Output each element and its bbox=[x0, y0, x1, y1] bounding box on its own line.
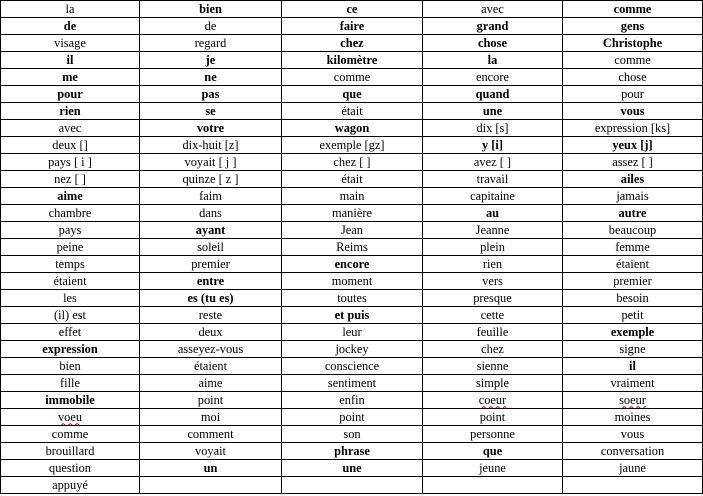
word-cell bbox=[282, 477, 423, 494]
word-cell: point bbox=[423, 409, 563, 426]
word-cell: fille bbox=[1, 375, 140, 392]
word-cell: un bbox=[140, 460, 282, 477]
word-cell: question bbox=[1, 460, 140, 477]
word-cell: feuille bbox=[423, 324, 563, 341]
word-cell: ne bbox=[140, 69, 282, 86]
word-cell: encore bbox=[423, 69, 563, 86]
word-cell: appuyé bbox=[1, 477, 140, 494]
word-cell: pays bbox=[1, 222, 140, 239]
word-cell: rien bbox=[423, 256, 563, 273]
word-cell: voyait [ j ] bbox=[140, 154, 282, 171]
word-cell: toutes bbox=[282, 290, 423, 307]
table-row bbox=[1, 409, 703, 426]
word-cell: pas bbox=[140, 86, 282, 103]
word-cell: plein bbox=[423, 239, 563, 256]
word-cell: étaient bbox=[1, 273, 140, 290]
word-cell: effet bbox=[1, 324, 140, 341]
word-cell: bien bbox=[140, 1, 282, 18]
word-cell: expression [ks] bbox=[563, 120, 703, 137]
word-cell: main bbox=[282, 188, 423, 205]
word-cell: je bbox=[140, 52, 282, 69]
word-cell: travail bbox=[423, 171, 563, 188]
word-cell: avec bbox=[423, 1, 563, 18]
word-cell: phrase bbox=[282, 443, 423, 460]
table-row bbox=[1, 137, 703, 154]
word-cell: encore bbox=[282, 256, 423, 273]
word-cell: expression bbox=[1, 341, 140, 358]
word-cell: gens bbox=[563, 18, 703, 35]
word-cell: conversation bbox=[563, 443, 703, 460]
word-cell: aime bbox=[140, 375, 282, 392]
word-cell: moment bbox=[282, 273, 423, 290]
word-cell: point bbox=[282, 409, 423, 426]
word-cell: étaient bbox=[563, 256, 703, 273]
word-cell: dix-huit [z] bbox=[140, 137, 282, 154]
word-cell: que bbox=[282, 86, 423, 103]
word-cell: voeu bbox=[1, 409, 140, 426]
word-cell: avec bbox=[1, 120, 140, 137]
word-cell: bien bbox=[1, 358, 140, 375]
table-row bbox=[1, 239, 703, 256]
table-row bbox=[1, 35, 703, 52]
word-cell: exemple bbox=[563, 324, 703, 341]
word-cell: assez [ ] bbox=[563, 154, 703, 171]
word-cell: enfin bbox=[282, 392, 423, 409]
word-cell: besoin bbox=[563, 290, 703, 307]
word-cell: les bbox=[1, 290, 140, 307]
word-cell: vraiment bbox=[563, 375, 703, 392]
word-cell: comme bbox=[1, 426, 140, 443]
word-cell: étaient bbox=[140, 358, 282, 375]
word-cell: es (tu es) bbox=[140, 290, 282, 307]
table-row bbox=[1, 290, 703, 307]
word-cell: et puis bbox=[282, 307, 423, 324]
word-cell: yeux [j] bbox=[563, 137, 703, 154]
word-cell: (il) est bbox=[1, 307, 140, 324]
word-cell: voyait bbox=[140, 443, 282, 460]
word-cell: faim bbox=[140, 188, 282, 205]
table-row bbox=[1, 426, 703, 443]
word-cell: brouillard bbox=[1, 443, 140, 460]
word-cell: au bbox=[423, 205, 563, 222]
table-row bbox=[1, 341, 703, 358]
word-cell: chez [ ] bbox=[282, 154, 423, 171]
table-row bbox=[1, 477, 703, 494]
word-cell: une bbox=[423, 103, 563, 120]
word-cell: vous bbox=[563, 103, 703, 120]
word-cell: il bbox=[1, 52, 140, 69]
word-cell: wagon bbox=[282, 120, 423, 137]
word-cell: il bbox=[563, 358, 703, 375]
word-cell: Christophe bbox=[563, 35, 703, 52]
word-cell: beaucoup bbox=[563, 222, 703, 239]
word-cell: jaune bbox=[563, 460, 703, 477]
word-cell: kilomètre bbox=[282, 52, 423, 69]
table-row bbox=[1, 307, 703, 324]
word-cell: premier bbox=[563, 273, 703, 290]
word-cell: quand bbox=[423, 86, 563, 103]
word-cell: la bbox=[1, 1, 140, 18]
word-cell bbox=[423, 477, 563, 494]
word-cell: de bbox=[140, 18, 282, 35]
word-cell: comment bbox=[140, 426, 282, 443]
table-row bbox=[1, 171, 703, 188]
word-cell: temps bbox=[1, 256, 140, 273]
word-cell: aime bbox=[1, 188, 140, 205]
word-cell: avez [ ] bbox=[423, 154, 563, 171]
word-cell: comme bbox=[563, 1, 703, 18]
table-row bbox=[1, 273, 703, 290]
word-cell: vous bbox=[563, 426, 703, 443]
table-row bbox=[1, 256, 703, 273]
word-cell: pour bbox=[563, 86, 703, 103]
word-cell: peine bbox=[1, 239, 140, 256]
word-cell: simple bbox=[423, 375, 563, 392]
word-cell: nez [ ] bbox=[1, 171, 140, 188]
word-cell: ayant bbox=[140, 222, 282, 239]
word-cell: dans bbox=[140, 205, 282, 222]
word-cell: capitaine bbox=[423, 188, 563, 205]
word-cell: Jeanne bbox=[423, 222, 563, 239]
word-cell: faire bbox=[282, 18, 423, 35]
table-row bbox=[1, 188, 703, 205]
word-cell: exemple [gz] bbox=[282, 137, 423, 154]
word-cell: était bbox=[282, 171, 423, 188]
word-cell: immobile bbox=[1, 392, 140, 409]
word-cell: une bbox=[282, 460, 423, 477]
word-cell: moines bbox=[563, 409, 703, 426]
table-row bbox=[1, 52, 703, 69]
word-cell: coeur bbox=[423, 392, 563, 409]
word-cell: Jean bbox=[282, 222, 423, 239]
table-row bbox=[1, 86, 703, 103]
word-cell: chose bbox=[563, 69, 703, 86]
word-cell: petit bbox=[563, 307, 703, 324]
word-cell: chez bbox=[423, 341, 563, 358]
word-cell: chez bbox=[282, 35, 423, 52]
table-row bbox=[1, 103, 703, 120]
word-cell: grand bbox=[423, 18, 563, 35]
word-cell: rien bbox=[1, 103, 140, 120]
word-cell: sentiment bbox=[282, 375, 423, 392]
word-cell: ailes bbox=[563, 171, 703, 188]
word-cell: votre bbox=[140, 120, 282, 137]
word-cell: jockey bbox=[282, 341, 423, 358]
table-row bbox=[1, 205, 703, 222]
word-cell: soeur bbox=[563, 392, 703, 409]
word-cell: deux bbox=[140, 324, 282, 341]
word-cell: y [i] bbox=[423, 137, 563, 154]
table-row bbox=[1, 18, 703, 35]
word-cell: signe bbox=[563, 341, 703, 358]
word-cell: que bbox=[423, 443, 563, 460]
table-row bbox=[1, 460, 703, 477]
table-row bbox=[1, 375, 703, 392]
table-row bbox=[1, 69, 703, 86]
word-cell: femme bbox=[563, 239, 703, 256]
word-cell: presque bbox=[423, 290, 563, 307]
word-cell: point bbox=[140, 392, 282, 409]
word-cell: deux [] bbox=[1, 137, 140, 154]
word-cell: reste bbox=[140, 307, 282, 324]
word-cell: entre bbox=[140, 273, 282, 290]
word-cell: autre bbox=[563, 205, 703, 222]
word-cell: était bbox=[282, 103, 423, 120]
word-cell: chose bbox=[423, 35, 563, 52]
word-cell: Reims bbox=[282, 239, 423, 256]
word-cell: comme bbox=[563, 52, 703, 69]
word-cell: sienne bbox=[423, 358, 563, 375]
word-cell: comme bbox=[282, 69, 423, 86]
word-cell: pour bbox=[1, 86, 140, 103]
word-cell: jamais bbox=[563, 188, 703, 205]
word-cell: la bbox=[423, 52, 563, 69]
word-cell: cette bbox=[423, 307, 563, 324]
table-row bbox=[1, 443, 703, 460]
word-cell: regard bbox=[140, 35, 282, 52]
word-cell: conscience bbox=[282, 358, 423, 375]
word-cell: asseyez-vous bbox=[140, 341, 282, 358]
word-cell: personne bbox=[423, 426, 563, 443]
word-cell: quinze [ z ] bbox=[140, 171, 282, 188]
table-row bbox=[1, 358, 703, 375]
table-row bbox=[1, 222, 703, 239]
word-cell: dix [s] bbox=[423, 120, 563, 137]
word-cell: de bbox=[1, 18, 140, 35]
word-cell: leur bbox=[282, 324, 423, 341]
word-cell bbox=[140, 477, 282, 494]
word-cell: jeune bbox=[423, 460, 563, 477]
word-table-body bbox=[1, 1, 703, 494]
word-cell: pays [ i ] bbox=[1, 154, 140, 171]
table-row bbox=[1, 392, 703, 409]
word-cell: soleil bbox=[140, 239, 282, 256]
word-cell: ce bbox=[282, 1, 423, 18]
table-row bbox=[1, 120, 703, 137]
word-cell: manière bbox=[282, 205, 423, 222]
word-cell: chambre bbox=[1, 205, 140, 222]
word-cell: se bbox=[140, 103, 282, 120]
word-cell: visage bbox=[1, 35, 140, 52]
table-row bbox=[1, 154, 703, 171]
table-row bbox=[1, 1, 703, 18]
word-cell: moi bbox=[140, 409, 282, 426]
word-cell: me bbox=[1, 69, 140, 86]
table-row bbox=[1, 324, 703, 341]
word-cell: son bbox=[282, 426, 423, 443]
word-cell: vers bbox=[423, 273, 563, 290]
word-cell bbox=[563, 477, 703, 494]
word-cell: premier bbox=[140, 256, 282, 273]
